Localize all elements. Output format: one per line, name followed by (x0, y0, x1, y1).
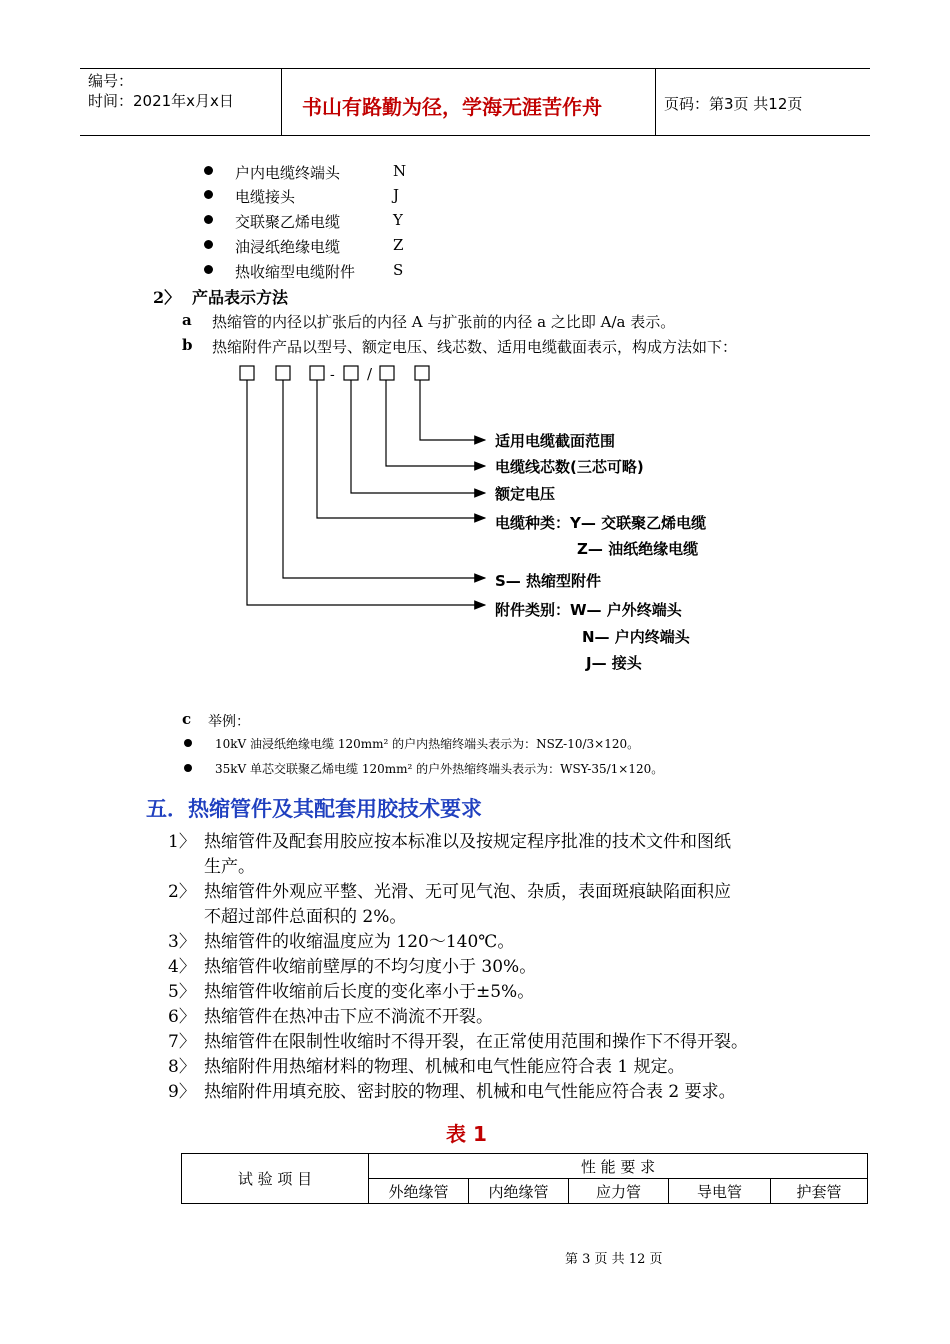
connector-line (283, 380, 485, 578)
requirement-text: 生产。 (204, 857, 255, 877)
code-box (344, 366, 358, 380)
item-label-c: c (182, 710, 192, 728)
header-date: 时间：2021年x月x日 (88, 92, 234, 110)
header-motto: 书山有路勤为径，学海无涯苦作舟 (302, 95, 602, 119)
diagram-label: 额定电压 (495, 485, 556, 503)
item-a-text: 热缩管的内径以扩张后的内径 A 与扩张前的内径 a 之比即 A/a 表示。 (212, 313, 676, 331)
diagram-label: N— 户内终端头 (582, 628, 690, 646)
connector-line (351, 380, 485, 493)
item-b-text: 热缩附件产品以型号、额定电压、线芯数、适用电缆截面表示，构成方法如下： (212, 338, 738, 356)
diagram-label: J— 接头 (586, 654, 642, 672)
requirement-text: 热缩管件的收缩温度应为 120～140℃。 (204, 932, 515, 952)
example-title: 举例： (208, 714, 250, 730)
connector-line (317, 380, 485, 518)
requirement-text: 热缩管件收缩前后长度的变化率小于±5%。 (204, 982, 535, 1002)
diagram-label: 附件类别：W— 户外终端头 (495, 601, 682, 619)
requirement-text: 热缩管件在限制性收缩时不得开裂，在正常使用范围和操作下不得开裂。 (204, 1032, 748, 1052)
diagram-label: Z— 油纸绝缘电缆 (577, 540, 699, 558)
requirement-number: 2〉 (168, 882, 196, 902)
table-header-performance: 性 能 要 求 (369, 1154, 868, 1179)
diagram-label: S— 热缩型附件 (495, 572, 602, 590)
requirement-number: 8〉 (168, 1057, 196, 1077)
requirement-text: 不超过部件总面积的 2%。 (204, 907, 407, 927)
section-title: 五．热缩管件及其配套用胶技术要求 (146, 797, 482, 821)
table-header-row (182, 1154, 868, 1179)
bullet-text: 电缆接头 (235, 188, 296, 206)
table-header-item: 试 验 项 目 (182, 1154, 369, 1204)
item-label-b: b (182, 336, 193, 354)
code-box (240, 366, 254, 380)
code-slash: / (367, 365, 373, 383)
connector-line (386, 380, 485, 466)
requirement-number: 6〉 (168, 1007, 196, 1027)
diagram-label: 适用电缆截面范围 (495, 432, 616, 450)
connector-line (420, 380, 485, 440)
bullet-code: S (393, 261, 404, 279)
table-column-header: 护套管 (771, 1179, 868, 1204)
code-box (380, 366, 394, 380)
requirement-text: 热缩管件在热冲击下应不淌流不开裂。 (204, 1007, 493, 1027)
table-column-header: 外绝缘管 (369, 1179, 469, 1204)
requirement-number: 3〉 (168, 932, 196, 952)
code-box (310, 366, 324, 380)
bullet-text: 热收缩型电缆附件 (235, 263, 356, 281)
bullet-code: J (393, 186, 400, 204)
bullet-dot (184, 739, 192, 747)
requirement-text: 热缩附件用热缩材料的物理、机械和电气性能应符合表 1 规定。 (204, 1057, 685, 1077)
bullet-text: 油浸纸绝缘电缆 (235, 238, 341, 256)
requirement-number: 4〉 (168, 957, 196, 977)
subheading: 产品表示方法 (192, 288, 289, 307)
page-footer: 第 3 页 共 12 页 (565, 1252, 663, 1267)
requirement-number: 5〉 (168, 982, 196, 1002)
performance-table (181, 1153, 868, 1204)
requirement-text: 热缩管件收缩前壁厚的不均匀度小于 30%。 (204, 957, 537, 977)
example-item: 10kV 油浸纸绝缘电缆 120mm² 的户内热缩终端头表示为：NSZ-10/3×120。 (215, 737, 640, 751)
code-box (415, 366, 429, 380)
requirement-text: 热缩管件外观应平整、光滑、无可见气泡、杂质，表面斑痕缺陷面积应 (204, 882, 731, 902)
table-title: 表 1 (446, 1122, 487, 1146)
diagram-label: 电缆种类：Y— 交联聚乙烯电缆 (495, 514, 707, 532)
item-label-a: a (182, 311, 192, 329)
bullet-code: Z (393, 236, 404, 254)
table-column-header: 导电管 (669, 1179, 771, 1204)
requirement-text: 热缩管件及配套用胶应按本标准以及按规定程序批准的技术文件和图纸 (204, 832, 731, 852)
bullet-text: 户内电缆终端头 (235, 164, 341, 182)
table-column-header: 内绝缘管 (469, 1179, 569, 1204)
requirement-text: 热缩附件用填充胶、密封胶的物理、机械和电气性能应符合表 2 要求。 (204, 1082, 736, 1102)
bullet-code: Y (393, 211, 403, 229)
table-column-header: 应力管 (569, 1179, 669, 1204)
requirement-number: 7〉 (168, 1032, 196, 1052)
example-item: 35kV 单芯交联聚乙烯电缆 120mm² 的户外热缩终端头表示为：WSY-35/1×120。 (215, 762, 664, 776)
requirement-number: 1〉 (168, 832, 196, 852)
requirement-number: 9〉 (168, 1082, 196, 1102)
header-code: 编号： (88, 72, 134, 90)
bullet-code: N (393, 162, 407, 180)
code-dash: - (330, 367, 335, 383)
bullet-text: 交联聚乙烯电缆 (235, 213, 341, 231)
header-page: 页码：第3页 共12页 (664, 95, 803, 113)
bullet-dot (184, 764, 192, 772)
diagram-label: 电缆线芯数(三芯可略) (495, 458, 644, 476)
code-box (276, 366, 290, 380)
subheading-number: 2〉 (153, 288, 181, 307)
